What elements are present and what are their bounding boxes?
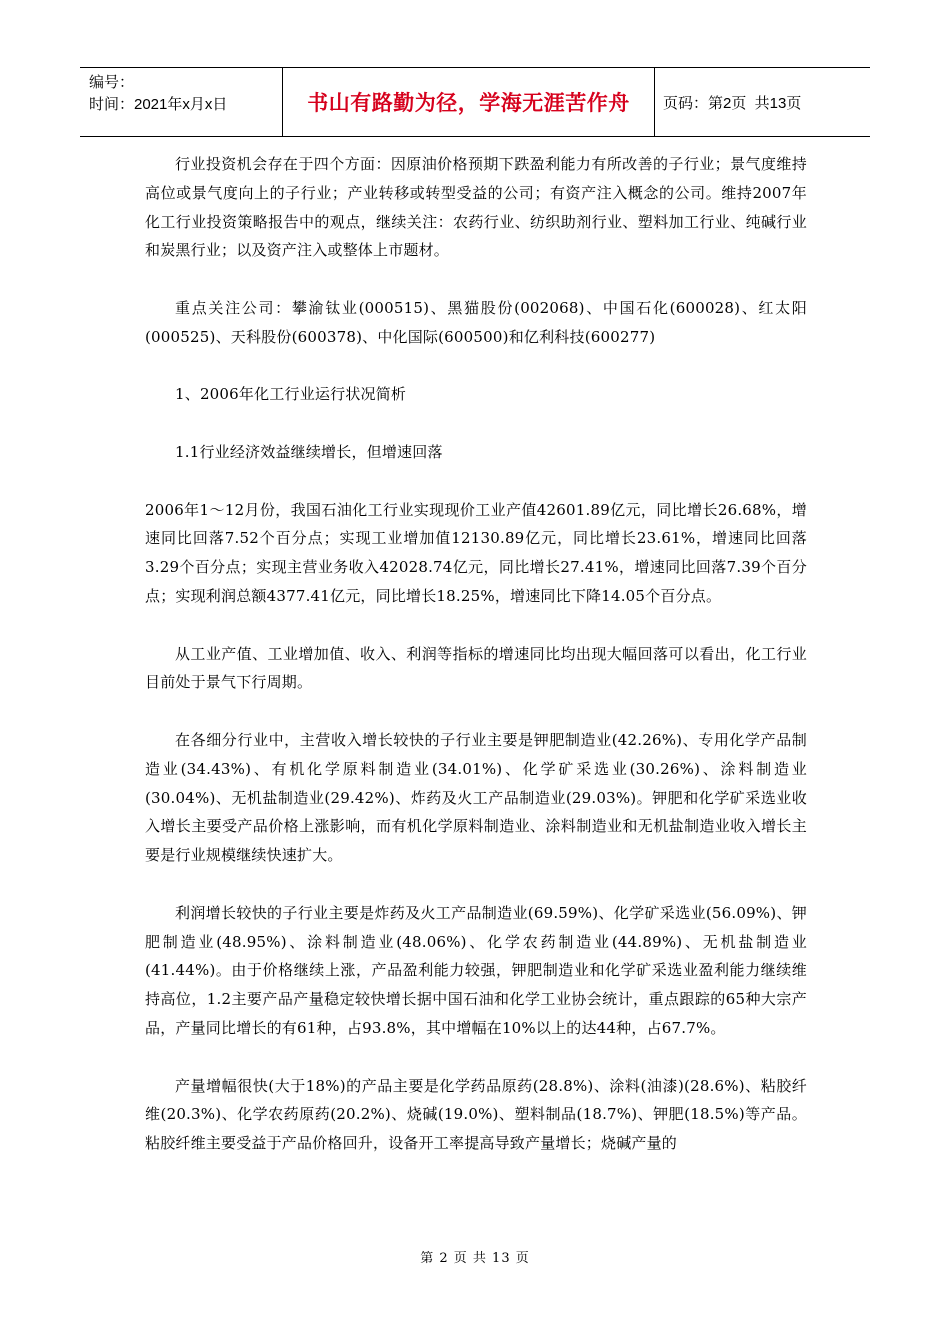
subsection-heading-1-1: 1.1行业经济效益继续增长，但增速回落 (175, 442, 443, 461)
header-page-indicator: 页码：第2页 共13页 (663, 94, 802, 112)
paragraph-key-companies: 重点关注公司：攀渝钛业(000515)、黑猫股份(002068)、中国石化(600028)、红太阳(000525)、天科股份(600378)、中化国际(600500)和亿利科技(600277) (145, 298, 807, 346)
paragraph-revenue-growth: 在各细分行业中，主营收入增长较快的子行业主要是钾肥制造业(42.26%)、专用化学产品制造业(34.43%)、有机化学原料制造业(34.01%)、化学矿采选业(30.26%)、涂料制造业(30.04%)、无机盐制造业(29.42%)、炸药及火工产品制造业(29.03%)。钾肥和化学矿采选业收入增长主要受产品价格上涨影响，而有机化学原料制造业、涂料制造业和无机盐制造业收入增长主要是行业规模继续快速扩大。 (145, 730, 807, 865)
page-footer: 第 2 页 共 13 页 (420, 1251, 530, 1266)
header-meta-cell (80, 68, 283, 136)
header-motto: 书山有路勤为径，学海无涯苦作舟 (283, 68, 655, 136)
paragraph-2006-figures: 2006年1～12月份，我国石油化工行业实现现价工业产值42601.89亿元，同比增长26.68%，增速同比回落7.52个百分点；实现工业增加值12130.89亿元，同比增长23.61%，增速同比回落3.29个百分点；实现主营业务收入42028.74亿元，同比增长27.41%，增速同比回落7.39个百分点；实现利润总额4377.41亿元，同比增长18.25%，增速同比下降14.05个百分点。 (145, 500, 807, 605)
paragraph-cycle-conclusion: 从工业产值、工业增加值、收入、利润等指标的增速同比均出现大幅回落可以看出，化工行业目前处于景气下行周期。 (145, 644, 807, 692)
section-heading-2006-overview: 1、2006年化工行业运行状况简析 (175, 385, 407, 404)
paragraph-output-growth: 产量增幅很快(大于18%)的产品主要是化学药品原药(28.8%)、涂料(油漆)(28.6%)、粘胶纤维(20.3%)、化学农药原药(20.2%)、烧碱(19.0%)、塑料制品(18.7%)、钾肥(18.5%)等产品。粘胶纤维主要受益于产品价格回升，设备开工率提高导致产量增长；烧碱产量的 (145, 1076, 807, 1153)
document-date-label: 时间：2021年x月x日 (89, 96, 228, 113)
document-body (145, 150, 807, 1187)
paragraph-profit-growth: 利润增长较快的子行业主要是炸药及火工产品制造业(69.59%)、化学矿采选业(56.09%)、钾肥制造业(48.95%)、涂料制造业(48.06%)、化学农药制造业(44.89%)、无机盐制造业(41.44%)。由于价格继续上涨，产品盈利能力较强，钾肥制造业和化学矿采选业盈利能力继续维持高位，1.2主要产品产量稳定较快增长据中国石油和化学工业协会统计，重点跟踪的65种大宗产品，产量同比增长的有61种，占93.8%，其中增幅在10%以上的达44种，占67.7%。 (145, 903, 807, 1037)
paragraph-investment-opportunities: 行业投资机会存在于四个方面：因原油价格预期下跌盈利能力有所改善的子行业；景气度维持高位或景气度向上的子行业；产业转移或转型受益的公司；有资产注入概念的公司。维持2007年化工行业投资策略报告中的观点，继续关注：农药行业、纺织助剂行业、塑料加工行业、纯碱行业和炭黑行业；以及资产注入或整体上市题材。 (145, 155, 807, 260)
header-page-cell (655, 68, 870, 136)
document-number-label: 编号： (89, 74, 135, 91)
page-header (80, 67, 870, 137)
